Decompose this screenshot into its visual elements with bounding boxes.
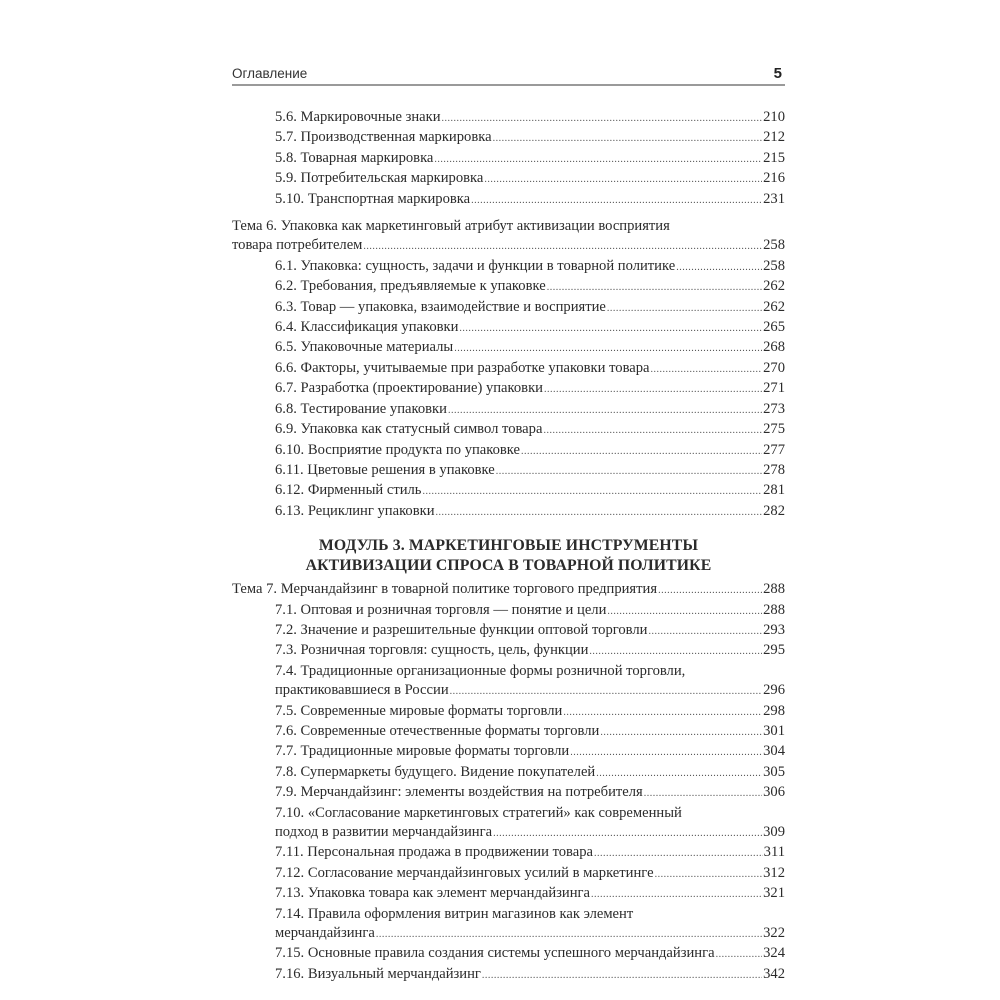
leader-dots: [655, 865, 763, 884]
leader-dots: [596, 764, 762, 783]
toc-entry-label: практиковавшиеся в России: [275, 682, 449, 699]
toc-topic-6-line1: Тема 6. Упаковка как маркетинговый атрибут активизации восприятия: [232, 218, 670, 235]
toc-entry-line1: 7.4. Традиционные организационные формы розничной торговли,: [275, 662, 686, 679]
toc-topic-6-line2: [232, 236, 785, 256]
leader-dots: [493, 824, 762, 843]
toc-entry[interactable]: [232, 338, 785, 358]
toc-entry-label: 6.9. Упаковка как статусный символ товара: [275, 421, 543, 438]
toc-entry[interactable]: [232, 702, 785, 722]
toc-entry-label: 7.5. Современные мировые форматы торговли: [275, 702, 563, 719]
toc-entry[interactable]: [232, 400, 785, 420]
toc-entry-page: 309: [763, 824, 785, 840]
toc-entry-page: 216: [763, 170, 785, 187]
toc-entry[interactable]: [232, 965, 785, 985]
toc-block-7b: [232, 702, 785, 804]
toc-entry-page: 312: [763, 864, 785, 881]
toc-entry-line2: [275, 823, 785, 843]
toc-block-5: [232, 108, 785, 210]
toc-entry-label: 7.12. Согласование мерчандайзинговых усилий в маркетинге: [275, 864, 654, 881]
toc-entry-page: 305: [763, 763, 785, 780]
toc-entry[interactable]: [232, 601, 785, 621]
toc-entry[interactable]: [232, 149, 785, 169]
toc-entry-label: товара потребителем: [232, 237, 363, 254]
leader-dots: [493, 129, 763, 148]
toc-entry-page: 306: [763, 784, 785, 801]
page-number: 5: [773, 65, 782, 82]
toc-entry-label: 5.9. Потребительская маркировка: [275, 170, 484, 187]
leader-dots: [422, 482, 762, 501]
toc-entry-page: 295: [763, 642, 785, 659]
toc-entry-page: 342: [763, 965, 785, 982]
leader-dots: [651, 360, 763, 379]
toc-block-7c: [232, 843, 785, 904]
toc-entry[interactable]: [232, 190, 785, 210]
module-heading-line1: МОДУЛЬ 3. МАРКЕТИНГОВЫЕ ИНСТРУМЕНТЫ: [318, 537, 699, 555]
toc-entry[interactable]: [232, 379, 785, 399]
toc-entry[interactable]: [232, 128, 785, 148]
toc-entry-7-10[interactable]: [232, 804, 785, 844]
toc-entry[interactable]: [232, 843, 785, 863]
toc-entry-page: 301: [763, 722, 785, 739]
running-head: [232, 60, 785, 86]
leader-dots: [471, 191, 762, 210]
toc-entry-label: 7.3. Розничная торговля: сущность, цель, функции: [275, 642, 589, 659]
toc-entry[interactable]: [232, 441, 785, 461]
toc-entry-line1: 7.14. Правила оформления витрин магазинов как элемент: [275, 905, 634, 922]
toc-entry[interactable]: [232, 461, 785, 481]
toc-entry-page: 258: [763, 237, 785, 254]
toc-entry-label: 7.6. Современные отечественные форматы торговли: [275, 722, 600, 739]
toc-entry-page: 262: [763, 298, 785, 315]
toc-entry-7-14[interactable]: [232, 905, 785, 945]
toc-entry[interactable]: [232, 742, 785, 762]
leader-dots: [547, 278, 762, 297]
toc-entry[interactable]: [232, 763, 785, 783]
leader-dots: [459, 319, 762, 338]
leader-dots: [716, 945, 763, 964]
running-head-title: Оглавление: [232, 66, 308, 81]
leader-dots: [644, 784, 762, 803]
toc-entry-page: 265: [763, 319, 785, 336]
toc-entry-page: 231: [763, 190, 785, 207]
toc-entry-page: 288: [763, 581, 785, 598]
toc-entry-page: 311: [763, 844, 785, 861]
toc-entry-label: 7.13. Упаковка товара как элемент мерчандайзинга: [275, 885, 591, 902]
toc-entry-label: 5.10. Транспортная маркировка: [275, 190, 471, 207]
toc-entry-label: мерчандайзинга: [275, 925, 375, 942]
leader-dots: [648, 622, 762, 641]
toc-entry-page: 298: [763, 702, 785, 719]
toc-entry[interactable]: [232, 298, 785, 318]
toc-entry-label: 7.7. Традиционные мировые форматы торговли: [275, 743, 570, 760]
leader-dots: [563, 703, 762, 722]
toc-entry-page: 278: [763, 461, 785, 478]
toc-entry[interactable]: [232, 481, 785, 501]
toc-entry-page: 262: [763, 278, 785, 295]
toc-entry[interactable]: [232, 722, 785, 742]
toc-entry-page: 288: [763, 601, 785, 618]
leader-dots: [543, 421, 762, 440]
toc-entry-page: 324: [763, 945, 785, 962]
toc-entry-page: 293: [763, 621, 785, 638]
toc-entry-label: 6.4. Классификация упаковки: [275, 319, 459, 336]
leader-dots: [484, 170, 762, 189]
toc-block-7d: [232, 944, 785, 985]
toc-entry[interactable]: [232, 420, 785, 440]
toc-entry-page: 210: [763, 109, 785, 125]
leader-dots: [376, 925, 762, 944]
toc-entry-label: 5.7. Производственная маркировка: [275, 129, 492, 146]
leader-dots: [658, 581, 762, 600]
toc-entry[interactable]: [232, 277, 785, 297]
toc-entry[interactable]: [232, 502, 785, 522]
toc-entry-page: 273: [763, 400, 785, 417]
leader-dots: [607, 602, 762, 621]
page: [232, 60, 785, 985]
toc-entry-label: 7.11. Персональная продажа в продвижении товара: [275, 844, 594, 861]
toc-entry-label: подход в развитии мерчандайзинга: [275, 824, 493, 840]
toc-entry-line1: 7.10. «Согласование маркетинговых стратегий» как современный: [275, 804, 682, 821]
leader-dots: [448, 401, 762, 420]
toc-entry-label: 7.8. Супермаркеты будущего. Видение покупателей: [275, 763, 596, 780]
toc-entry-page: 281: [763, 482, 785, 499]
toc-entry-label: 7.9. Мерчандайзинг: элементы воздействия на потребителя: [275, 784, 643, 801]
leader-dots: [594, 844, 763, 863]
toc-entry-page: 277: [763, 441, 785, 458]
leader-dots: [607, 299, 762, 318]
toc-entry-label: 6.13. Рециклинг упаковки: [275, 502, 435, 519]
toc-entry-label: 6.10. Восприятие продукта по упаковке: [275, 441, 521, 458]
toc-entry-page: 215: [763, 149, 785, 166]
module-heading: [232, 536, 785, 576]
leader-dots: [450, 682, 762, 701]
toc-entry-label: 7.2. Значение и разрешительные функции оптовой торговли: [275, 621, 648, 638]
leader-dots: [570, 743, 762, 762]
toc-entry-label: 6.5. Упаковочные материалы: [275, 339, 454, 356]
leader-dots: [454, 339, 762, 358]
module-heading-line2: АКТИВИЗАЦИИ СПРОСА В ТОВАРНОЙ ПОЛИТИКЕ: [305, 557, 712, 575]
leader-dots: [521, 442, 762, 461]
leader-dots: [589, 642, 762, 661]
toc-entry-line2: [275, 681, 785, 701]
toc-entry[interactable]: [232, 783, 785, 803]
toc-entry[interactable]: [232, 641, 785, 661]
leader-dots: [434, 150, 762, 169]
toc-topic-6[interactable]: [232, 217, 785, 257]
toc-entry-page: 275: [763, 421, 785, 438]
toc-entry[interactable]: [232, 257, 785, 277]
toc-entry[interactable]: [232, 359, 785, 379]
table-of-contents: [232, 108, 785, 985]
toc-entry[interactable]: [232, 169, 785, 189]
toc-entry-line2: [275, 924, 785, 944]
toc-entry-page: 296: [763, 682, 785, 699]
leader-dots: [544, 380, 762, 399]
toc-entry-label: 6.12. Фирменный стиль: [275, 482, 422, 499]
toc-entry-label: 6.2. Требования, предъявляемые к упаковке: [275, 278, 546, 295]
toc-entry-label: 6.7. Разработка (проектирование) упаковки: [275, 380, 543, 397]
toc-entry-label: 7.15. Основные правила создания системы успешного мерчандайзинга: [275, 945, 715, 962]
leader-dots: [363, 237, 762, 256]
toc-entry[interactable]: [232, 108, 785, 128]
toc-entry[interactable]: [232, 864, 785, 884]
toc-entry[interactable]: [232, 884, 785, 904]
toc-entry-label: 6.1. Упаковка: сущность, задачи и функции в товарной политике: [275, 257, 676, 274]
toc-entry-page: 258: [763, 257, 785, 274]
toc-entry-page: 212: [763, 129, 785, 146]
toc-entry-page: 321: [763, 885, 785, 902]
leader-dots: [496, 462, 762, 481]
toc-entry-label: 6.8. Тестирование упаковки: [275, 400, 447, 417]
toc-entry-label: 7.16. Визуальный мерчандайзинг: [275, 965, 481, 982]
leader-dots: [591, 885, 762, 904]
leader-dots: [482, 966, 762, 985]
toc-entry-page: 271: [763, 380, 785, 397]
toc-entry-page: 270: [763, 359, 785, 376]
toc-entry[interactable]: [232, 621, 785, 641]
toc-block-6: [232, 257, 785, 522]
toc-entry-label: 5.8. Товарная маркировка: [275, 149, 434, 166]
toc-entry-label: 6.6. Факторы, учитываемые при разработке упаковки товара: [275, 359, 650, 376]
toc-entry-label: 5.6. Маркировочные знаки: [275, 109, 441, 125]
toc-entry-page: 268: [763, 339, 785, 356]
toc-entry-label: 7.1. Оптовая и розничная торговля — понятие и цели: [275, 601, 607, 618]
leader-dots: [676, 258, 762, 277]
toc-entry-label: 6.3. Товар — упаковка, взаимодействие и восприятие: [275, 298, 606, 315]
toc-entry-page: 304: [763, 743, 785, 760]
leader-dots: [442, 109, 763, 128]
toc-entry-label: Тема 7. Мерчандайзинг в товарной политике торгового предприятия: [232, 581, 658, 598]
leader-dots: [600, 723, 762, 742]
toc-entry-page: 282: [763, 502, 785, 519]
toc-block-7a: [232, 601, 785, 662]
toc-entry[interactable]: [232, 944, 785, 964]
toc-entry-page: 322: [763, 925, 785, 942]
toc-entry[interactable]: [232, 318, 785, 338]
toc-entry-7-4[interactable]: [232, 662, 785, 702]
toc-topic-7[interactable]: [232, 580, 785, 600]
toc-entry-label: 6.11. Цветовые решения в упаковке: [275, 461, 495, 478]
leader-dots: [436, 503, 763, 522]
